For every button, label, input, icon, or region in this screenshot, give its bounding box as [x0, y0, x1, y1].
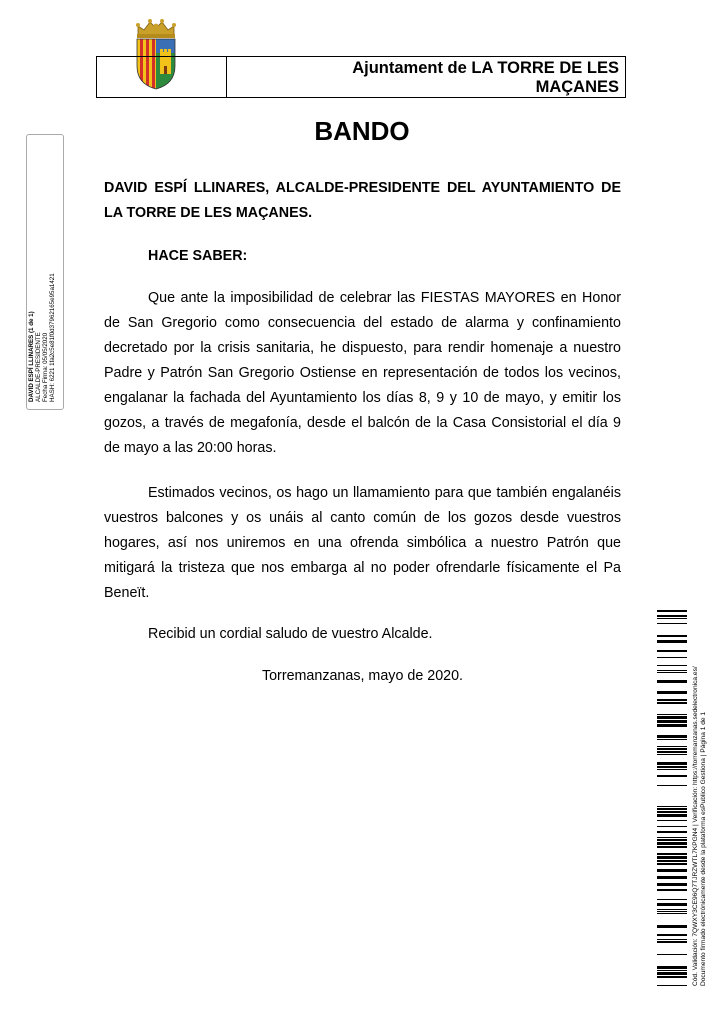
signature-name: DAVID ESPÍ LLINARES (1 de 1): [28, 311, 35, 402]
greeting-line: Recibid un cordial saludo de vuestro Alcalde.: [148, 626, 433, 642]
header-left-cell: [97, 57, 227, 97]
header-title: [227, 57, 625, 97]
signature-date: Fecha Firma: 05/05/2020: [42, 332, 49, 402]
validation-line-1: Cód. Validación: 7QWXY3CE96Q7TJRZWTL7KPGN4 | Verificación: https://torremanzanas.sedelectronica.es/: [692, 666, 699, 986]
hace-saber-heading: HACE SABER:: [148, 248, 248, 264]
signature-role: ALCALDE-PRESIDENTE: [35, 332, 42, 402]
header-box: [96, 56, 626, 98]
signature-text: [28, 273, 56, 402]
document-title: BANDO: [314, 116, 410, 146]
validation-line-2: Documento firmado electrónicamente desde la plataforma esPublico Gestiona | Página 1 de 1: [700, 711, 707, 986]
header-line-1: Ajuntament de LA TORRE DE LES: [352, 59, 619, 77]
validation-text: [692, 666, 708, 986]
intro-block: [104, 176, 621, 226]
paragraph-1: Que ante la imposibilidad de celebrar las FIESTAS MAYORES en Honor de San Gregorio como consecuencia del estado de alarma y confinamiento decretado por la crisis sanitaria, he dispuesto, para rendir homenaje a nuestro Padre y Patrón San Gregorio Ostiense en representación de todos los vecinos, engalanar la fachada del Ayuntamiento los días 8, 9 y 10 de mayo, y emitir los gozos, a través de megafonía, desde el balcón de la Casa Consistorial el día 9 de mayo a las 20:00 horas.: [104, 290, 621, 456]
paragraph-2: Estimados vecinos, os hago un llamamiento para que también engalanéis vuestros balcones y os unáis al canto común de los gozos desde vuestros hogares, así nos uniremos en una ofrenda simbólica a nuestro Patrón que mitigará la tristeza que nos embarga al no poder ofrendarle físicamente el Pa Beneït.: [104, 485, 621, 601]
intro-line-2: LA TORRE DE LES MAÇANES.: [104, 205, 313, 221]
validation-barcode: [657, 610, 687, 986]
intro-line-1: DAVID ESPÍ LLINARES, ALCALDE-PRESIDENTE DEL AYUNTAMIENTO DE: [104, 180, 621, 196]
header-line-2: MAÇANES: [535, 78, 619, 96]
date-line: Torremanzanas, mayo de 2020.: [261, 668, 464, 684]
signature-hash: HASH: 6221 1fa2c5e81f0d37962165e95a1421: [49, 273, 56, 402]
